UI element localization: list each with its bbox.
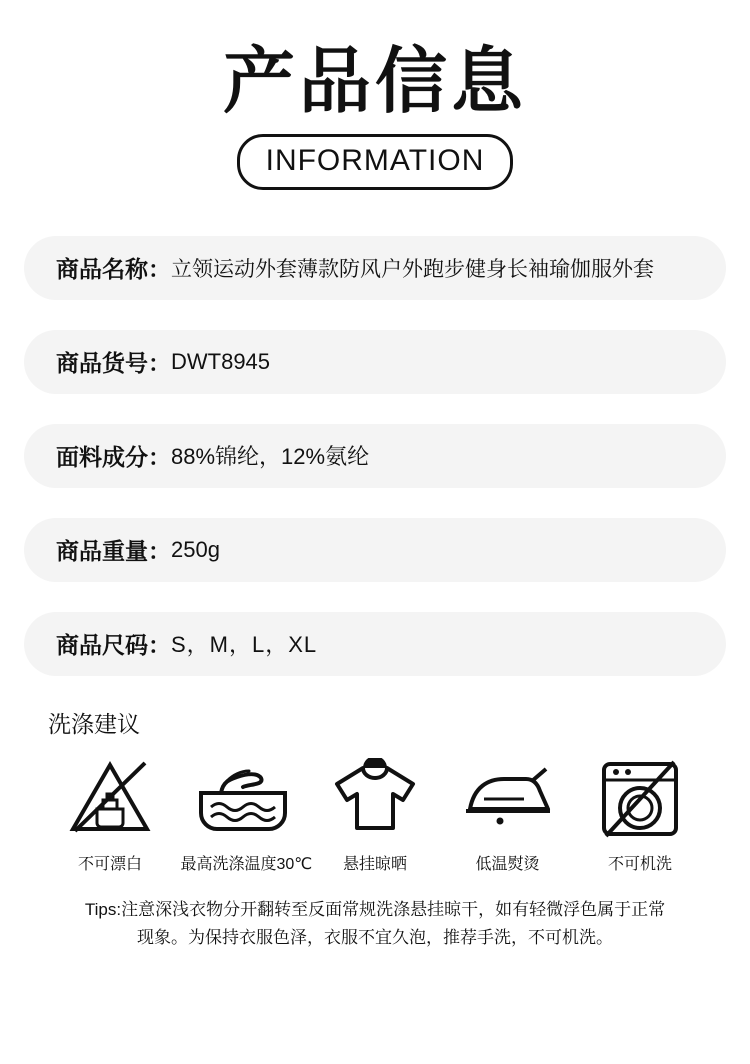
- product-info-list: [0, 236, 750, 676]
- info-row-weight: [24, 518, 726, 582]
- washing-tips: [0, 896, 750, 954]
- page-title: 产品信息: [222, 39, 527, 123]
- no-machine-wash-icon: [578, 755, 702, 841]
- info-label: 商品名称：: [56, 256, 171, 283]
- washing-icon-caption: 不可漂白: [77, 855, 142, 873]
- washing-icon-item: [446, 755, 570, 874]
- washing-icon-item: [48, 755, 172, 874]
- hang-dry-icon: [313, 755, 437, 841]
- washing-icon-item: [578, 755, 702, 874]
- washing-icon-caption: 悬挂晾晒: [342, 855, 407, 873]
- washing-icon-item: [313, 755, 437, 874]
- washing-title: 洗涤建议: [48, 710, 140, 737]
- page-subtitle-wrap: [0, 134, 750, 190]
- washing-icon-caption: 不可机洗: [607, 855, 672, 873]
- washing-tips-line2: 现象。为保持衣服色泽，衣服不宜久泡，推荐手洗，不可机洗。: [137, 928, 613, 948]
- washing-icon-caption: 最高洗涤温度30℃: [180, 855, 313, 873]
- page-header: [0, 0, 750, 190]
- info-label: 商品重量：: [56, 538, 171, 565]
- washing-icons-row: [40, 755, 710, 874]
- info-row-fabric: [24, 424, 726, 488]
- info-value: 立领运动外套薄款防风户外跑步健身长袖瑜伽服外套: [171, 257, 654, 281]
- no-bleach-icon: [48, 755, 172, 841]
- washing-tips-line1: Tips:注意深浅衣物分开翻转至反面常规洗涤悬挂晾干，如有轻微浮色属于正常: [84, 899, 666, 919]
- info-value: S，M，L，XL: [171, 632, 318, 658]
- info-label: 面料成分：: [56, 444, 171, 471]
- info-row-product-name: [24, 236, 726, 300]
- low-temp-iron-icon: [446, 755, 570, 841]
- page-subtitle: INFORMATION: [237, 134, 514, 190]
- info-label: 商品尺码：: [56, 632, 171, 659]
- info-label: 商品货号：: [56, 350, 171, 377]
- info-row-size: [24, 612, 726, 676]
- hand-wash-icon: [181, 755, 305, 841]
- info-value: 88%锦纶，12%氨纶: [171, 444, 370, 470]
- washing-icon-item: [180, 755, 313, 874]
- washing-instructions-section: [0, 706, 750, 874]
- washing-icon-caption: 低温熨烫: [475, 855, 540, 873]
- info-row-product-code: [24, 330, 726, 394]
- info-value: 250g: [171, 536, 220, 562]
- info-value: DWT8945: [171, 348, 271, 374]
